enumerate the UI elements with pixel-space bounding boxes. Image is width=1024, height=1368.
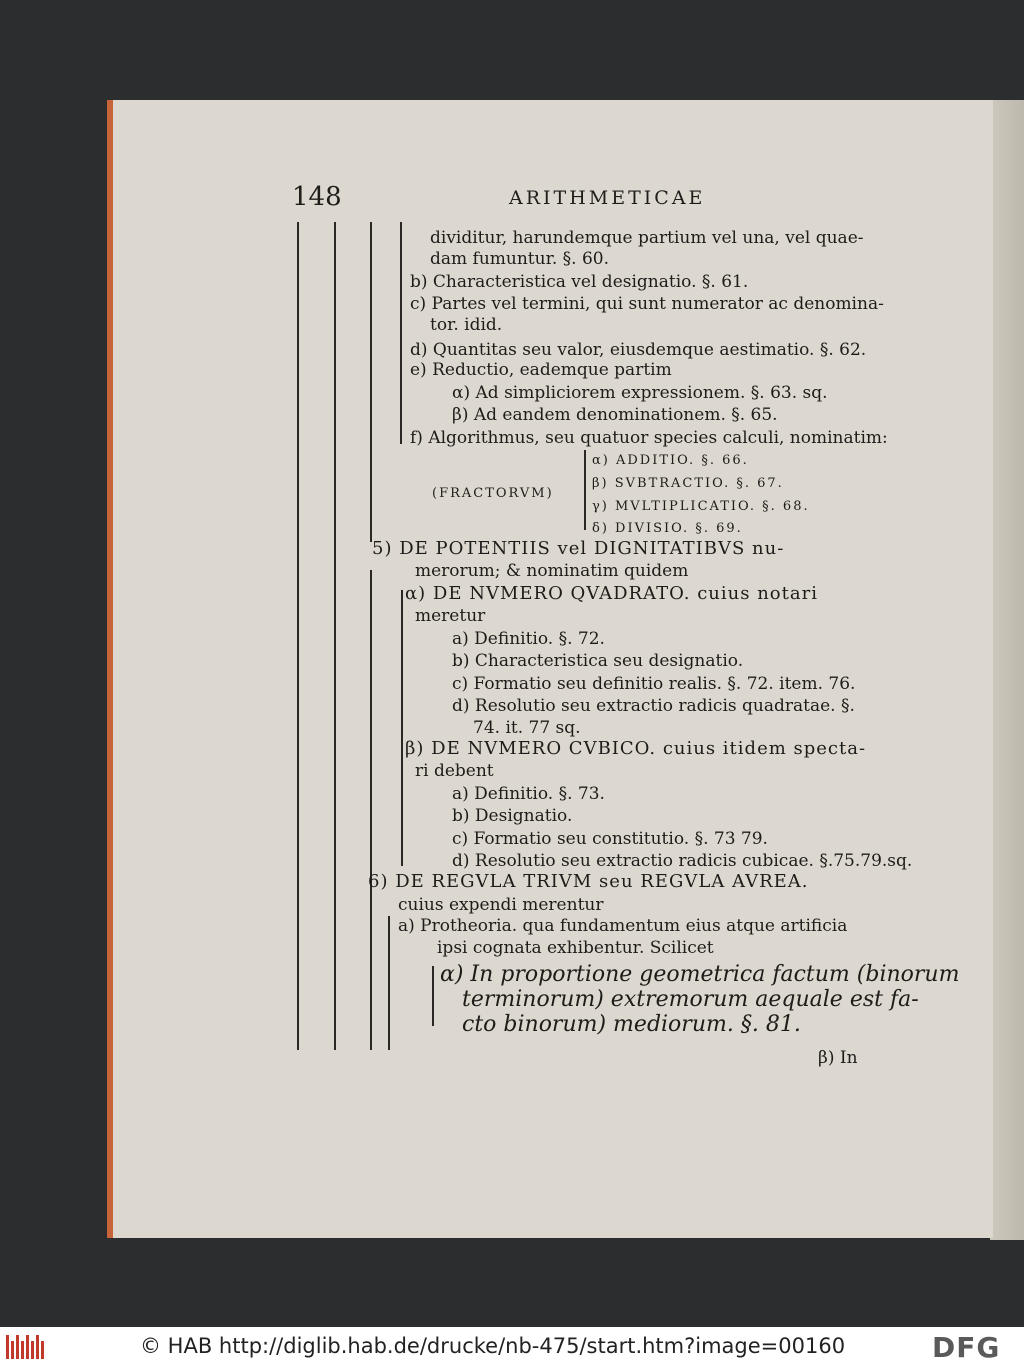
outline-rule-9	[432, 966, 434, 1026]
text-line: α) DE NVMERO QVADRATO. cuius notari	[405, 583, 818, 604]
section-heading-5: 5) DE POTENTIIS vel DIGNITATIBVS nu-	[372, 538, 785, 559]
dfg-logo: DFG	[932, 1331, 1001, 1364]
adjacent-page-edge	[990, 100, 1024, 1240]
text-line: b) Characteristica seu designatio.	[452, 651, 744, 671]
text-line: α) Ad simpliciorem expressionem. §. 63. sq.	[452, 383, 828, 403]
text-line: β) Ad eandem denominationem. §. 65.	[452, 405, 778, 425]
viewer-footer	[0, 1327, 1024, 1368]
text-line: γ) MVLTIPLICATIO. §. 68.	[592, 499, 810, 514]
text-line: meretur	[415, 606, 486, 626]
text-line: δ) DIVISIO. §. 69.	[592, 521, 743, 536]
text-line: b) Characteristica vel designatio. §. 61.	[410, 272, 749, 292]
outline-rule-3	[370, 222, 372, 542]
outline-rule-8	[388, 916, 390, 1050]
catchword: β) In	[818, 1048, 858, 1068]
text-line: cuius expendi merentur	[398, 895, 604, 915]
text-line: a) Definitio. §. 72.	[452, 629, 605, 649]
running-title: ARITHMETICAE	[509, 187, 706, 209]
text-line: 74. it. 77 sq.	[473, 718, 581, 738]
text-line: d) Resolutio seu extractio radicis cubicae. §.75.79.sq.	[452, 851, 913, 871]
text-line: ipsi cognata exhibentur. Scilicet	[437, 938, 714, 958]
page-number: 148	[292, 182, 342, 212]
hab-logo-icon	[6, 1335, 44, 1359]
text-line: b) Designatio.	[452, 806, 573, 826]
text-line: c) Formatio seu constitutio. §. 73 79.	[452, 829, 768, 849]
text-line: α) In proportione geometrica factum (binorum	[440, 962, 960, 987]
text-line: e) Reductio, eademque partim	[410, 360, 672, 380]
section-heading-6: 6) DE REGVLA TRIVM seu REGVLA AVREA.	[368, 871, 809, 892]
outline-rule-2	[334, 222, 336, 1050]
fractorum-label: (FRACTORVM)	[432, 486, 554, 501]
outline-rule-4	[370, 570, 372, 1050]
text-line: α) ADDITIO. §. 66.	[592, 453, 749, 468]
text-line: dam fumuntur. §. 60.	[430, 249, 609, 269]
text-line: ri debent	[415, 761, 494, 781]
text-line: terminorum) extremorum aequale est fa-	[462, 987, 919, 1012]
text-line: tor. idid.	[430, 315, 503, 335]
text-line: f) Algorithmus, seu quatuor species calculi, nominatim:	[410, 428, 888, 448]
text-line: cto binorum) mediorum. §. 81.	[462, 1012, 801, 1037]
text-line: d) Quantitas seu valor, eiusdemque aestimatio. §. 62.	[410, 340, 867, 360]
text-line: β) DE NVMERO CVBICO. cuius itidem specta-	[405, 738, 867, 759]
outline-rule-1	[297, 222, 299, 1050]
copyright-link[interactable]: © HAB http://diglib.hab.de/drucke/nb-475/start.htm?image=00160	[140, 1334, 846, 1358]
text-line: dividitur, harundemque partium vel una, vel quae-	[430, 228, 864, 248]
text-line: c) Partes vel termini, qui sunt numerator ac denomina-	[410, 294, 884, 314]
text-line: a) Protheoria. qua fundamentum eius atque artificia	[398, 916, 848, 936]
outline-rule-6	[584, 450, 586, 530]
text-line: a) Definitio. §. 73.	[452, 784, 605, 804]
text-line: merorum; & nominatim quidem	[415, 561, 689, 581]
outline-rule-7	[401, 590, 403, 866]
outline-rule-5	[400, 222, 402, 444]
text-line: c) Formatio seu definitio realis. §. 72. item. 76.	[452, 674, 856, 694]
text-line: d) Resolutio seu extractio radicis quadratae. §.	[452, 696, 855, 716]
text-line: β) SVBTRACTIO. §. 67.	[592, 476, 784, 491]
